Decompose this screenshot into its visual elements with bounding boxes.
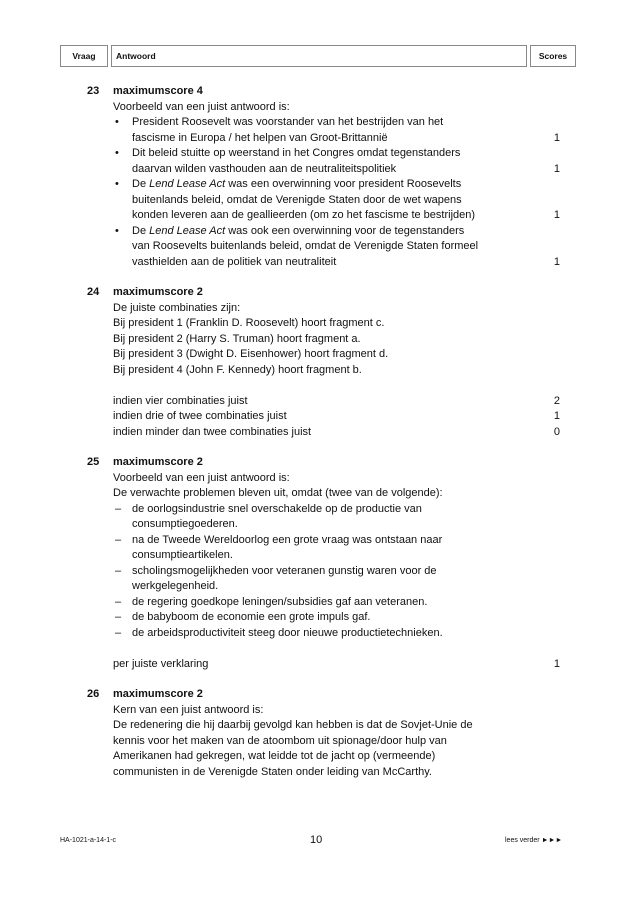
scoring-row: indien vier combinaties juist 2	[113, 394, 583, 410]
text-line: Bij president 4 (John F. Kennedy) hoort fragment b.	[113, 363, 362, 376]
question-number: 26	[87, 688, 100, 700]
maximumscore: maximumscore 2	[113, 456, 203, 468]
header-scores: Scores	[530, 45, 576, 67]
page-number: 10	[310, 834, 323, 846]
text-line: Bij president 3 (Dwight D. Eisenhower) hoort fragment d.	[113, 348, 389, 360]
question-number: 23	[87, 85, 100, 97]
act-name: Lend Lease Act	[149, 178, 226, 190]
text-line: communisten in de Verenigde Staten onder leiding van McCarthy.	[113, 765, 432, 778]
dash-item: – de regering goedkope leningen/subsidies gaf aan veteranen.	[115, 595, 428, 608]
bullet-item	[113, 146, 583, 177]
intro: Voorbeeld van een juist antwoord is:	[113, 471, 290, 484]
question-number: 25	[87, 456, 100, 468]
bullet-mark: •	[115, 116, 119, 128]
scoring-row: indien minder dan twee combinaties juist 0	[113, 425, 583, 441]
text-line: Bij president 2 (Harry S. Truman) hoort fragment a.	[113, 332, 361, 345]
bullet-mark: •	[115, 178, 119, 190]
text-line: konden leveren aan de geallieerden (om zo het fascisme te bestrijden)	[132, 209, 476, 221]
text-line: De Lend Lease Act was een overwinning voor president Roosevelts	[132, 178, 462, 190]
maximumscore: maximumscore 2	[113, 688, 203, 700]
bullet-mark: •	[115, 224, 119, 237]
score-value: 1	[553, 255, 560, 268]
text-line: Bij president 1 (Franklin D. Roosevelt) hoort fragment c.	[113, 317, 385, 329]
dash-item: – de oorlogsindustrie snel overschakelde op de productie van consumptiegoederen.	[115, 502, 422, 530]
text-line: kennis voor het maken van de atoombom uit spionage/door hulp van	[113, 734, 447, 747]
header-vraag: Vraag	[60, 45, 108, 67]
scoring-row: indien drie of twee combinaties juist 1	[113, 409, 583, 425]
text-line: De juiste combinaties zijn:	[113, 301, 241, 314]
score-value: 1	[553, 209, 560, 221]
score-value: 1	[553, 657, 560, 670]
text-line: President Roosevelt was voorstander van het bestrijden van het	[132, 116, 444, 128]
bullet-item	[113, 224, 583, 271]
exam-code: HA-1021-a-14-1-c	[60, 837, 117, 844]
question-number: 24	[87, 286, 100, 298]
dash-item: – na de Tweede Wereldoorlog een grote vraag was ontstaan naar consumptieartikelen.	[115, 533, 443, 561]
text-line: daarvan wilden vasthouden aan de neutraliteitspolitiek	[132, 162, 397, 175]
text-line: fascisme in Europa / het helpen van Groot-Brittannië	[132, 131, 388, 144]
score-value: 1	[553, 410, 560, 422]
score-value: 1	[553, 162, 560, 175]
dash-item: – scholingsmogelijkheden voor veteranen gunstig waren voor de werkgelegenheid.	[115, 564, 437, 592]
intro: De verwachte problemen bleven uit, omdat (twee van de volgende):	[113, 487, 443, 499]
maximumscore: maximumscore 2	[113, 286, 203, 298]
lees-verder: lees verder ►►►	[505, 837, 563, 844]
dash-item: – de babyboom de economie een grote impuls gaf.	[115, 611, 371, 623]
bullet-mark: •	[115, 147, 119, 159]
text-line: De Lend Lease Act was ook een overwinning voor de tegenstanders	[132, 224, 465, 237]
text-line: buitenlands beleid, omdat de Verenigde Staten door de wet wapens	[132, 193, 462, 206]
score-value: 0	[553, 425, 560, 438]
text-line: De redenering die hij daarbij gevolgd kan hebben is dat de Sovjet-Unie de	[113, 719, 473, 731]
score-value: 2	[553, 394, 560, 407]
intro: Voorbeeld van een juist antwoord is:	[113, 100, 290, 113]
bullet-item	[113, 177, 583, 224]
text-line: Kern van een juist antwoord is:	[113, 703, 264, 716]
text-line: Amerikanen had gekregen, wat leidde tot de jacht op (vermeende)	[113, 750, 436, 762]
bullet-item	[113, 115, 583, 146]
header-antwoord: Antwoord	[111, 45, 527, 67]
scoring-row: per juiste verklaring 1	[113, 657, 583, 673]
text-line: vasthielden aan de politiek van neutraliteit	[132, 255, 337, 268]
text-line: van Roosevelts buitenlands beleid, omdat de Verenigde Staten formeel	[132, 240, 479, 252]
maximumscore: maximumscore 4	[113, 85, 203, 97]
dash-item: – de arbeidsproductiviteit steeg door nieuwe productietechnieken.	[115, 626, 443, 639]
act-name: Lend Lease Act	[149, 224, 226, 237]
text-line: Dit beleid stuitte op weerstand in het Congres omdat tegenstanders	[132, 147, 461, 159]
score-value: 1	[553, 131, 560, 144]
